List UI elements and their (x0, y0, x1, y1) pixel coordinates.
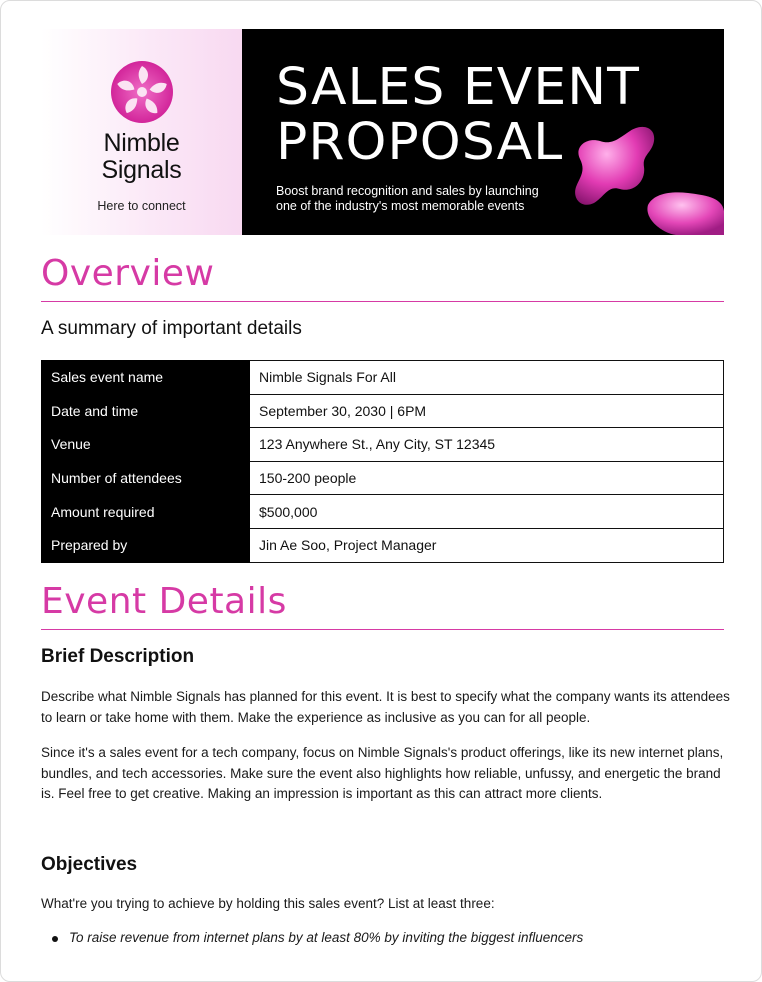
nimble-signals-logo-icon (110, 60, 174, 124)
pink-blob-shapes-icon (564, 119, 724, 235)
summary-value: Jin Ae Soo, Project Manager (250, 528, 724, 562)
brief-description-paragraph-1: Describe what Nimble Signals has planned for this event. It is best to specify what the company wants its attendees to learn or take home with them. Make the experience as inclusive as you can for all people. (41, 689, 730, 725)
document-subtitle (276, 184, 566, 214)
document-subtitle-line2: one of the industry's most memorable events (276, 199, 525, 213)
objectives-intro: What're you trying to achieve by holding this sales event? List at least three: (41, 896, 495, 911)
summary-label: Prepared by (42, 528, 250, 562)
summary-label: Amount required (42, 495, 250, 529)
summary-row (42, 428, 724, 462)
overview-heading: Overview (41, 253, 215, 294)
summary-row (42, 394, 724, 428)
brand-name (102, 130, 182, 184)
brand-name-line2: Signals (101, 156, 182, 184)
summary-table (41, 360, 724, 563)
summary-value: Nimble Signals For All (250, 361, 724, 395)
summary-value: 150-200 people (250, 461, 724, 495)
brand-panel (41, 29, 242, 235)
summary-row (42, 361, 724, 395)
summary-row (42, 461, 724, 495)
summary-label: Date and time (42, 394, 250, 428)
objectives-heading: Objectives (41, 854, 138, 875)
summary-label: Number of attendees (42, 461, 250, 495)
summary-row (42, 495, 724, 529)
brand-name-line1: Nimble (103, 129, 180, 157)
summary-row (42, 528, 724, 562)
document-title-line2: PROPOSAL (276, 113, 564, 172)
event-details-divider (41, 629, 724, 630)
document-title-line1: SALES EVENT (276, 58, 640, 117)
overview-divider (41, 301, 724, 302)
brand-tagline: Here to connect (97, 199, 186, 213)
summary-label: Venue (42, 428, 250, 462)
summary-value: September 30, 2030 | 6PM (250, 394, 724, 428)
event-details-heading: Event Details (41, 581, 287, 622)
summary-label: Sales event name (42, 361, 250, 395)
hero-panel (242, 29, 724, 235)
summary-title: A summary of important details (41, 318, 302, 339)
summary-value: 123 Anywhere St., Any City, ST 12345 (250, 428, 724, 462)
brief-description-heading: Brief Description (41, 646, 195, 667)
header-banner (41, 29, 724, 235)
objective-item: To raise revenue from internet plans by at least 80% by inviting the biggest influencers (41, 930, 583, 945)
summary-value: $500,000 (250, 495, 724, 529)
brief-description-paragraph-2: Since it's a sales event for a tech company, focus on Nimble Signals's product offerings, like its new internet plans, bundles, and tech accessories. Make sure the event also highlights how reliable, unfussy, and energetic the brand is. Feel free to get creative. Making an impression is important as this can attract more clients. (41, 745, 724, 801)
objectives-list (41, 930, 583, 945)
document-subtitle-line1: Boost brand recognition and sales by launching (276, 184, 539, 198)
